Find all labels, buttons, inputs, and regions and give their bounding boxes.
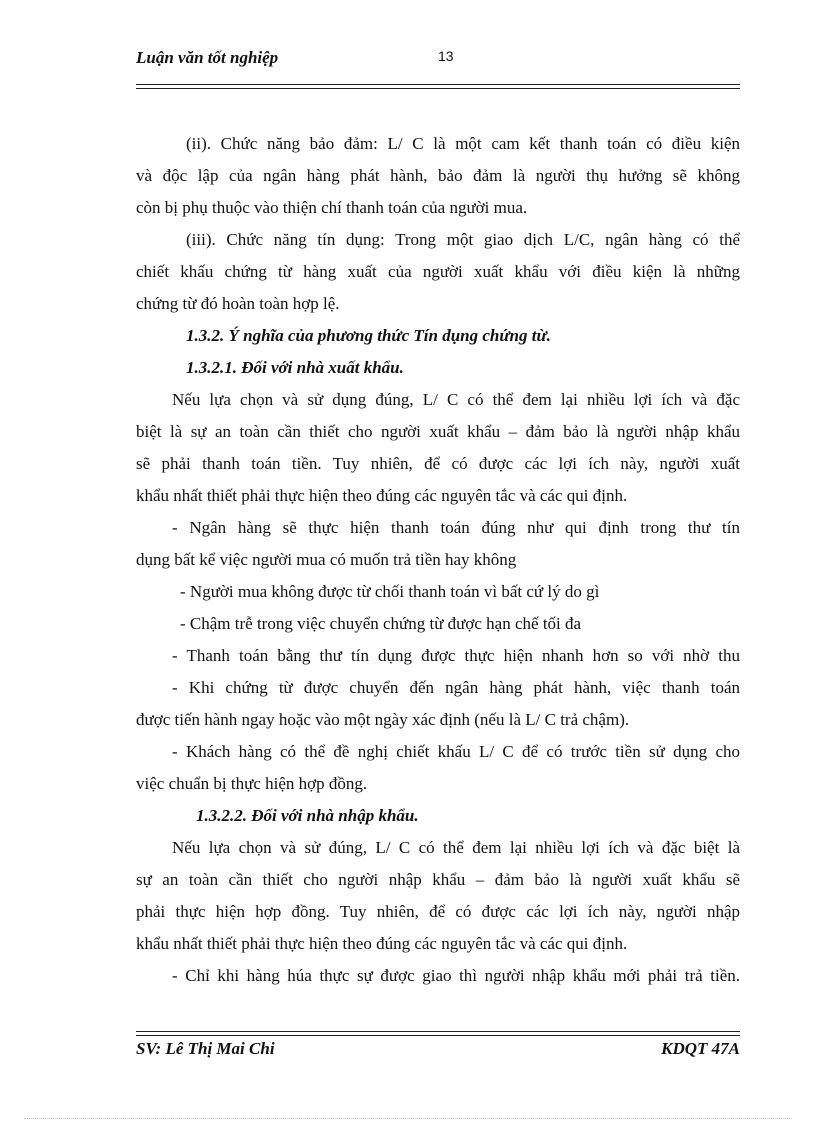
text-line: phải thực hiện hợp đồng. Tuy nhiên, để có được các lợi ích này, người nhập	[136, 902, 740, 921]
text-line: việc chuẩn bị thực hiện hợp đồng.	[136, 774, 368, 793]
text-line: - Người mua không được từ chối thanh toán vì bất cứ lý do gì	[180, 582, 600, 601]
text-line: - Thanh toán bằng thư tín dụng được thực hiện nhanh hơn so với nhờ thu	[172, 646, 740, 665]
section-heading: 1.3.2.2. Đối với nhà nhập khẩu.	[196, 806, 419, 825]
text-line: Nếu lựa chọn và sử dụng đúng, L/ C có thể đem lại nhiều lợi ích và đặc	[172, 390, 740, 409]
section-heading: 1.3.2.1. Đối với nhà xuất khẩu.	[186, 358, 404, 377]
section-heading: 1.3.2. Ý nghĩa của phương thức Tín dụng chứng từ.	[186, 326, 551, 345]
text-line: còn bị phụ thuộc vào thiện chí thanh toán của người mua.	[136, 198, 528, 217]
text-line: biệt là sự an toàn cần thiết cho người xuất khẩu – đảm bảo là người nhập khẩu	[136, 422, 740, 441]
document-body	[136, 129, 740, 993]
page-header-title: Luận văn tốt nghiệp	[136, 48, 279, 67]
footer-student-name: SV: Lê Thị Mai Chi	[136, 1039, 275, 1058]
text-line: (ii). Chức năng bảo đảm: L/ C là một cam kết thanh toán có điều kiện	[186, 134, 740, 153]
text-line: dụng bất kể việc người mua có muốn trả tiền hay không	[136, 550, 517, 569]
text-line: - Khi chứng từ được chuyển đến ngân hàng phát hành, việc thanh toán	[172, 678, 740, 697]
text-line: chứng từ đó hoàn toàn hợp lệ.	[136, 294, 340, 313]
text-line: chiết khấu chứng từ hàng xuất của người xuất khẩu với điều kiện là những	[136, 262, 740, 281]
page-number: 13	[438, 48, 454, 64]
footer-rule	[136, 1031, 740, 1036]
text-line: - Ngân hàng sẽ thực hiện thanh toán đúng như qui định trong thư tín	[172, 518, 740, 537]
text-line: khẩu nhất thiết phải thực hiện theo đúng các nguyên tắc và các qui định.	[136, 486, 628, 505]
text-line: sẽ phải thanh toán tiền. Tuy nhiên, để có được các lợi ích này, người xuất	[136, 454, 740, 473]
text-line: (iii). Chức năng tín dụng: Trong một giao dịch L/C, ngân hàng có thể	[186, 230, 740, 249]
text-line: khẩu nhất thiết phải thực hiện theo đúng các nguyên tắc và các qui định.	[136, 934, 628, 953]
header-rule	[136, 84, 740, 89]
text-line: được tiến hành ngay hoặc vào một ngày xác định (nếu là L/ C trả chậm).	[136, 710, 630, 729]
text-line: - Khách hàng có thể đề nghị chiết khấu L/ C để có trước tiền sử dụng cho	[172, 742, 740, 761]
page-edge-dotted-line	[24, 1118, 792, 1119]
text-line: sự an toàn cần thiết cho người nhập khẩu – đảm bảo là người xuất khẩu sẽ	[136, 870, 740, 889]
text-line: - Chỉ khi hàng húa thực sự được giao thì người nhập khẩu mới phải trả tiền.	[172, 966, 740, 985]
text-line: Nếu lựa chọn và sử đúng, L/ C có thể đem lại nhiều lợi ích và đặc biệt là	[172, 838, 740, 857]
text-line: và độc lập của ngân hàng phát hành, bảo đảm là người thụ hưởng sẽ không	[136, 166, 740, 185]
text-line: - Chậm trễ trong việc chuyển chứng từ được hạn chế tối đa	[180, 614, 582, 633]
footer-class-code: KDQT 47A	[661, 1039, 740, 1058]
